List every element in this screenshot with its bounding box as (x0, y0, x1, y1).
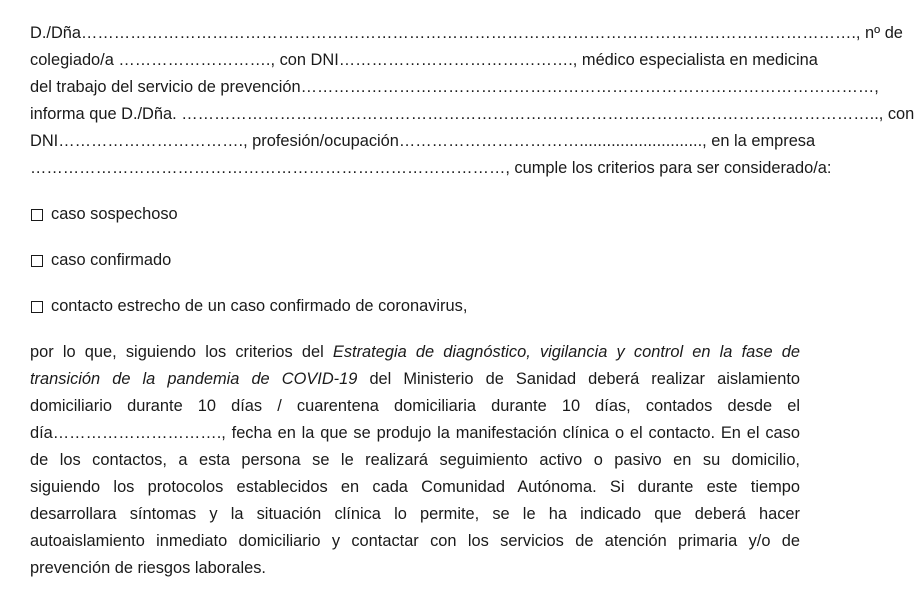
header-line-3: del trabajo del servicio de prevención……………………………………………………………………………………………, (30, 78, 879, 96)
paragraph-line-1 (30, 339, 800, 366)
empty-checkbox-icon[interactable] (31, 301, 43, 313)
option-confirmed-case[interactable] (30, 247, 800, 274)
empty-checkbox-icon[interactable] (31, 209, 43, 221)
option-suspected-case[interactable] (30, 201, 800, 228)
paragraph-line-8: autoaislamiento inmediato domiciliario y contactar con los servicios de atención primaria y/o de (30, 532, 800, 550)
option-label: caso sospechoso (51, 205, 178, 223)
header-line-4: informa que D./Dña. ……………………………………………………………………………………………………………….., con (30, 105, 914, 123)
paragraph-text: del Ministerio de Sanidad deberá realizar aislamiento (357, 370, 800, 388)
body-paragraph (30, 339, 800, 582)
paragraph-line-5: de los contactos, a esta persona se le realizará seguimiento activo o pasivo en su domicilio, (30, 451, 800, 469)
document-body (30, 20, 914, 582)
paragraph-line-3: domiciliario durante 10 días / cuarentena domiciliaria durante 10 días, contados desde el (30, 397, 800, 415)
option-label: caso confirmado (51, 251, 172, 269)
empty-checkbox-icon[interactable] (31, 255, 43, 267)
header-line-6: ……………………………………………………………………………, cumple los criterios para ser considerado/a: (30, 159, 832, 177)
paragraph-line-4: día…………………………., fecha en la que se produjo la manifestación clínica o el contacto. En el caso (30, 424, 800, 442)
option-label: contacto estrecho de un caso confirmado de coronavirus, (51, 297, 468, 315)
option-close-contact[interactable] (30, 293, 800, 320)
paragraph-line-7: desarrollara síntomas y la situación clínica lo permite, se le ha indicado que deberá hacer (30, 505, 800, 523)
paragraph-line-2 (30, 366, 800, 393)
paragraph-line-9: prevención de riesgos laborales. (30, 559, 266, 577)
strategy-title-italic: transición de la pandemia de COVID-19 (30, 370, 358, 388)
header-line-1: D./Dña……………………………………………………………………………………………………………………………., nº de (30, 24, 903, 42)
paragraph-line-6: siguiendo los protocolos establecidos en cada Comunidad Autónoma. Si durante este tiempo (30, 478, 800, 496)
header-line-5: DNI……………………………., profesión/ocupación……………………………..........................., en la empresa (30, 132, 816, 150)
paragraph-text: por lo que, siguiendo los criterios del (30, 343, 333, 361)
strategy-title-italic: Estrategia de diagnóstico, vigilancia y control en la fase de (332, 343, 800, 361)
header-block (30, 20, 914, 182)
header-line-2: colegiado/a ………………………., con DNI……………………………………., médico especialista en medicina (30, 51, 818, 69)
